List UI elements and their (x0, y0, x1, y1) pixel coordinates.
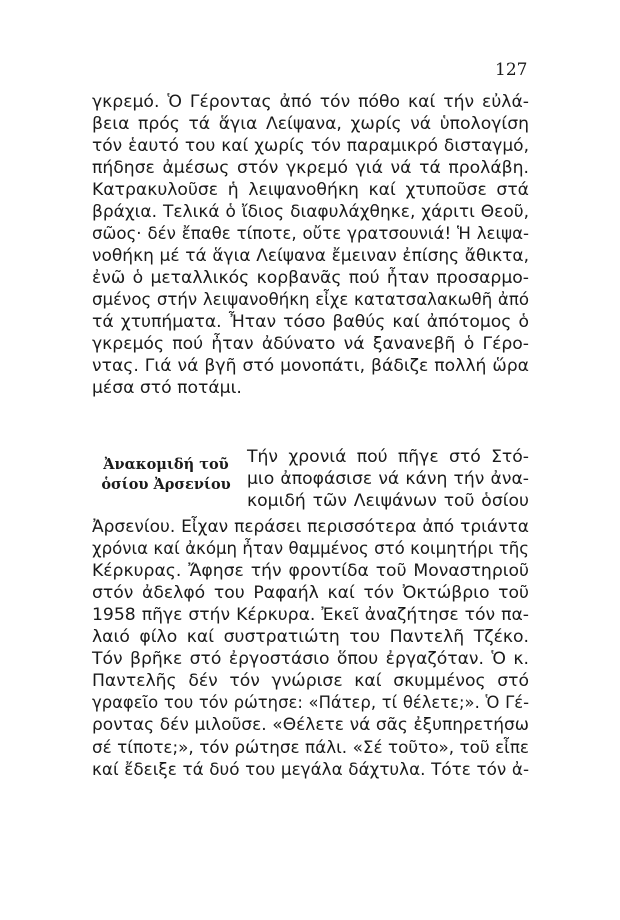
side-heading-line: ὁσίου Ἀρσενίου (101, 476, 231, 493)
text-line: μέσα στό ποτάμι. (92, 378, 242, 398)
text-line: Κέρκυρας. Ἄφησε τήν φροντίδα τοῦ Μοναστηριοῦ (92, 561, 529, 581)
text-line: βεια πρός τά ἅγια Λείψανα, χωρίς νά ὑπολογίση (92, 114, 529, 134)
text-line: ἐνῶ ὁ μεταλλικός κορβανᾶς πού ἦταν προσαρμο- (92, 268, 529, 288)
text-line: σέ τίποτε;», τόν ρώτησε πάλι. «Σέ τοῦτο», τοῦ εἶπε (92, 737, 529, 757)
side-heading-line: Ἀνακομιδή τοῦ (103, 456, 229, 473)
text-line: σμένος στήν λειψανοθήκη εἶχε κατατσαλακωθῆ ἀπό (92, 290, 529, 309)
text-line: Τόν βρῆκε στό ἐργοστάσιο ὅπου ἐργαζόταν. Ὁ κ. (92, 649, 529, 669)
text-line: βράχια. Τελικά ὁ ἴδιος διαφυλάχθηκε, χάριτι Θεοῦ, (92, 202, 529, 222)
text-line: Ἀρσενίου. Εἶχαν περάσει περισσότερα ἀπό τριάντα (92, 517, 529, 537)
page-number: 127 (495, 60, 528, 80)
text-line: τόν ἑαυτό του καί χωρίς τόν παραμικρό δισταγμό, (92, 136, 529, 156)
text-line: τά χτυπήματα. Ἦταν τόσο βαθύς καί ἀπότομος ὁ (92, 312, 529, 332)
text-line: Κατρακυλοῦσε ἡ λειψανοθήκη καί χτυποῦσε στά (92, 180, 529, 200)
text-line: ροντας δέν μιλοῦσε. «Θέλετε νά σᾶς ἐξυπηρετήσω (92, 715, 529, 735)
text-line: γραφεῖο του τόν ρώτησε: «Πάτερ, τί θέλετε;». Ὁ Γέ- (92, 693, 529, 712)
text-line: στόν ἀδελφό του Ραφαήλ καί τόν Ὀκτώβριο τοῦ (92, 583, 529, 603)
text-line: Παντελῆς δέν τόν γνώρισε καί σκυμμένος στό (92, 671, 529, 691)
text-line: χρόνια καί ἀκόμη ἦταν θαμμένος στό κοιμητήρι τῆς (92, 539, 529, 558)
text-line: κομιδή τῶν Λειψάνων τοῦ ὁσίου (247, 491, 529, 511)
text-line: μιο ἀποφάσισε νά κάνη τήν ἀνα- (247, 469, 529, 489)
text-line: νοθήκη μέ τά ἅγια Λείψανα ἔμειναν ἐπίσης ἄθικτα, (92, 246, 529, 266)
text-line: ντας. Γιά νά βγῆ στό μονοπάτι, βάδιζε πολλή ὥρα (92, 356, 529, 376)
text-line: 1958 πῆγε στήν Κέρκυρα. Ἐκεῖ ἀναζήτησε τόν πα- (92, 605, 529, 625)
section-side-heading (92, 455, 240, 495)
text-line: γκρεμός πού ἦταν ἀδύνατο νά ξανανεβῆ ὁ Γέρο- (92, 334, 529, 354)
text-line: λαιό φίλο καί συστρατιώτη του Παντελῆ Τζέκο. (92, 627, 529, 647)
text-line: καί ἔδειξε τά δυό του μεγάλα δάχτυλα. Τότε τόν ἀ- (92, 759, 529, 779)
text-line: γκρεμό. Ὁ Γέροντας ἀπό τόν πόθο καί τήν εὐλά- (92, 92, 529, 112)
text-line: σῶος· δέν ἔπαθε τίποτε, οὔτε γρατσουνιά! Ἡ λειψα- (92, 224, 529, 243)
text-line: πήδησε ἀμέσως στόν γκρεμό γιά νά τά προλάβη. (92, 158, 529, 178)
text-line: Τήν χρονιά πού πῆγε στό Στό- (247, 447, 529, 467)
